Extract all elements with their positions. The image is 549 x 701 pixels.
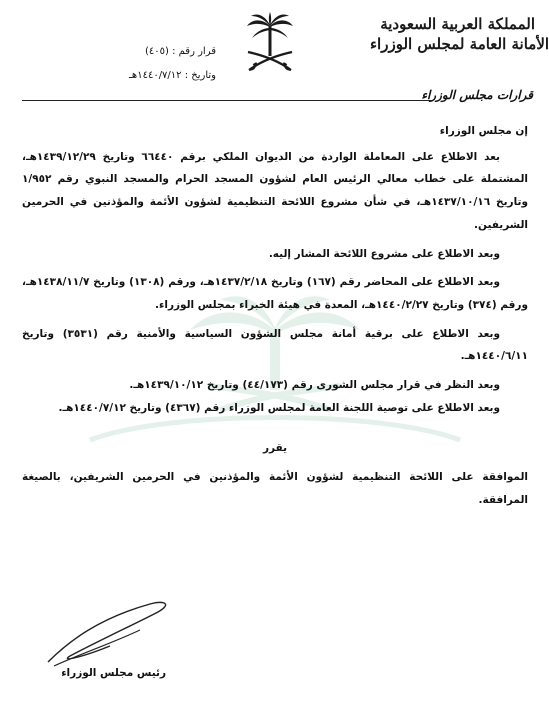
decides-heading: يقرر: [262, 442, 288, 455]
org-line-1: المملكة العربية السعودية: [380, 15, 535, 33]
resolution-text: الموافقة على اللائحة التنظيمية لشؤون الأئمة والمؤذنين في الحرمين الشريفين، بالصيغة المرافقة.: [22, 471, 528, 506]
paragraph-minutes: وبعد الاطلاع على المحاضر رقم (١٦٧) وتاريخ ١٤٣٧/٢/١٨هـ، ورقم (١٣٠٨) وتاريخ ١٤٣٨/١١/٧هـ، ورقم (٣٧٤) وتاريخ ١٤٤٠/٢/٢٧هـ، المعدة في هيئة الخبراء بمجلس الوزراء.: [22, 276, 528, 311]
decision-meta: [96, 40, 216, 88]
handwritten-signature: [40, 600, 180, 670]
paragraph-shura: وبعد النظر في قرار مجلس الشورى رقم (٤٤/١٧٣) وتاريخ ١٤٣٩/١٠/١٢هـ.: [129, 379, 500, 392]
paragraph-draft-regulation: وبعد الاطلاع على مشروع اللائحة المشار إليه.: [268, 247, 500, 260]
org-line-2: الأمانة العامة لمجلس الوزراء: [370, 35, 549, 53]
decision-date: وتاريخ : ١٤٤٠/٧/١٢هـ: [129, 70, 216, 81]
signer-title: رئيس مجلس الوزراء: [61, 667, 166, 679]
palm-and-swords-emblem-icon: [244, 12, 296, 74]
header-divider: [22, 100, 432, 101]
council-address: إن مجلس الوزراء: [439, 125, 528, 137]
decisions-subheader: قرارات مجلس الوزراء: [421, 88, 533, 102]
organization-header: [370, 14, 549, 54]
paragraph-committee: وبعد الاطلاع على توصية اللجنة العامة لمجلس الوزراء رقم (٤٣٦٧) وتاريخ ١٤٤٠/٧/١٢هـ.: [58, 401, 500, 414]
decision-body: [22, 120, 528, 512]
paragraph-royal-court: بعد الاطلاع على المعاملة الواردة من الديوان الملكي برقم ٦٦٤٤٠ وتاريخ ١٤٣٩/١٢/٢٩هـ، المشتملة على خطاب معالي الرئيس العام لشؤون المسجد الحرام والمسجد النبوي رقم ١/٩٥٢ وتاريخ ١٤٣٧/١٠/١٦هـ، في شأن مشروع اللائحة التنظيمية لشؤون الأئمة والمؤذنين في الحرمين الشريفين.: [22, 150, 528, 231]
decision-number: قرار رقم : (٤٠٥): [144, 46, 216, 57]
paragraph-telegram: وبعد الاطلاع على برقية أمانة مجلس الشؤون السياسية والأمنية رقم (٣٥٣١) وتاريخ ١٤٤٠/٦/١١هـ.: [22, 327, 528, 363]
